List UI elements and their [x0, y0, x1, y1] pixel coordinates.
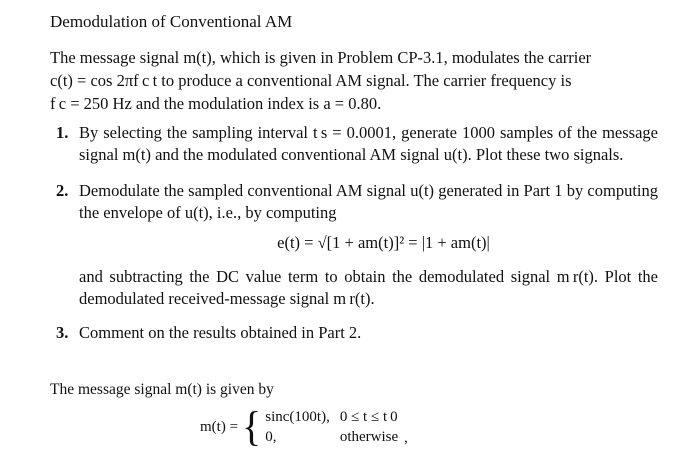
- section-title: Demodulation of Conventional AM: [50, 12, 293, 31]
- case-1-expr: sinc(100t),: [265, 409, 330, 425]
- case-2-condition: otherwise: [339, 429, 399, 445]
- intro-line-3: f c = 250 Hz and the modulation index is a = 0.80.: [50, 94, 382, 113]
- case-2-expr: 0,: [265, 429, 277, 445]
- item-number: 1.: [56, 123, 69, 142]
- piecewise-definition: [200, 402, 408, 451]
- intro-line-2: c(t) = cos 2πf c t to produce a conventional AM signal. The carrier frequency is: [50, 71, 572, 90]
- list-item-3: [50, 322, 658, 344]
- case-1-condition: 0 ≤ t ≤ t 0: [339, 409, 398, 425]
- brace-symbol: {: [242, 402, 262, 451]
- piecewise-cases: [265, 408, 398, 446]
- intro-line-1: The message signal m(t), which is given in Problem CP-3.1, modulates the carrier: [50, 48, 592, 67]
- item-number: 3.: [56, 323, 69, 342]
- list-item-1: [50, 122, 658, 166]
- item-text-before: Demodulate the sampled conventional AM signal u(t) generated in Part 1 by computing the envelope of u(t), i.e., by computing: [79, 181, 658, 222]
- envelope-equation: e(t) = √[1 + am(t)]² = |1 + am(t)|: [277, 233, 490, 252]
- trailing-comma: ,: [404, 430, 408, 446]
- item-text: By selecting the sampling interval t s = 0.0001, generate 1000 samples of the message signal m(t) and the modulated conventional AM signal u(t). Plot these two signals.: [79, 123, 658, 164]
- item-text-after: and subtracting the DC value term to obtain the demodulated signal m r(t). Plot the demodulated received-message signal m r(t).: [79, 267, 658, 308]
- footer-text: The message signal m(t) is given by: [50, 381, 274, 398]
- intro-paragraph: [50, 46, 658, 115]
- piecewise-lhs: m(t) =: [200, 418, 239, 435]
- item-text: Comment on the results obtained in Part 2.: [79, 323, 362, 342]
- item-number: 2.: [56, 181, 69, 200]
- task-list: [50, 122, 658, 344]
- list-item-2: [50, 180, 658, 310]
